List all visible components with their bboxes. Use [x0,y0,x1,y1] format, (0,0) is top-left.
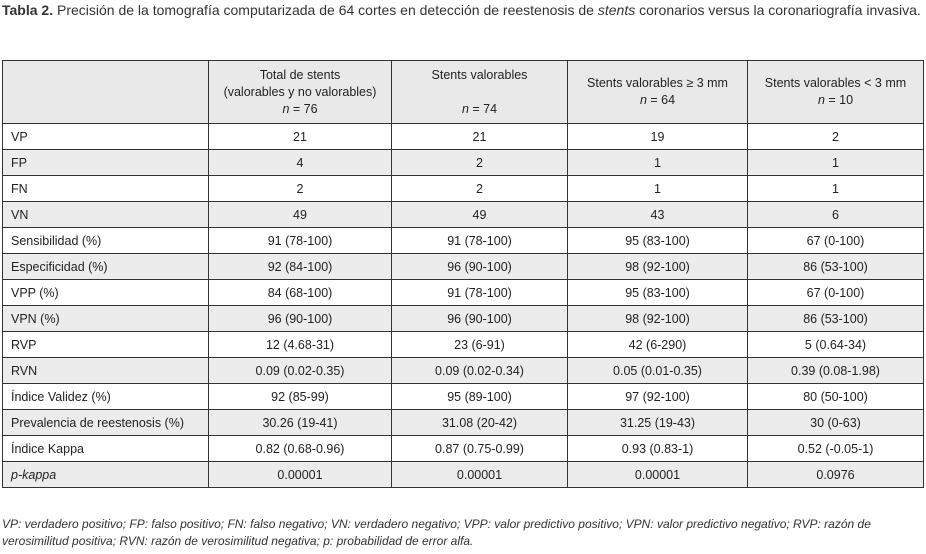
table-cell: 96 (90-100) [392,306,568,332]
n-value: = 76 [289,101,318,116]
row-label: FN [3,176,209,202]
n-label: n [639,93,647,107]
row-label: VP [3,124,209,150]
column-header [209,61,392,124]
n-value: = 64 [646,93,676,107]
row-label: p-kappa [3,462,209,488]
table-cell: 1 [568,176,748,202]
row-label: Especificidad (%) [3,254,209,280]
column-header-n [215,101,385,118]
n-value: = 10 [824,93,854,107]
n-label: n [461,102,469,116]
table-cell: 42 (6-290) [568,332,748,358]
table-row [3,150,924,176]
table-cell: 31.25 (19-43) [568,410,748,436]
table-row [3,254,924,280]
table-cell: 0.00001 [568,462,748,488]
table-cell: 95 (89-100) [392,384,568,410]
table-row [3,384,924,410]
table-cell: 2 [209,176,392,202]
column-header-n [398,101,561,118]
table-cell: 0.93 (0.83-1) [568,436,748,462]
table-cell: 5 (0.64-34) [748,332,924,358]
column-header-line1: Stents valorables < 3 mm [764,76,907,90]
table-cell: 0.09 (0.02-0.35) [209,358,392,384]
column-header [748,61,924,124]
row-label: RVP [3,332,209,358]
table-row [3,280,924,306]
table-cell: 12 (4.68-31) [209,332,392,358]
table-cell: 95 (83-100) [568,280,748,306]
table-cell: 97 (92-100) [568,384,748,410]
row-label: Sensibilidad (%) [3,228,209,254]
table-cell: 98 (92-100) [568,306,748,332]
table-cell: 96 (90-100) [209,306,392,332]
table-cell: 86 (53-100) [748,254,924,280]
table-cell: 0.87 (0.75-0.99) [392,436,568,462]
table-row [3,410,924,436]
table-row [3,202,924,228]
column-header [568,61,748,124]
table-header-row [3,61,924,124]
table-cell: 0.05 (0.01-0.35) [568,358,748,384]
row-label: VPN (%) [3,306,209,332]
table-row [3,124,924,150]
table-row [3,228,924,254]
table-cell: 67 (0-100) [748,228,924,254]
table-cell: 86 (53-100) [748,306,924,332]
row-label: VPP (%) [3,280,209,306]
table-cell: 49 [209,202,392,228]
table-cell: 98 (92-100) [568,254,748,280]
table-cell: 21 [209,124,392,150]
table-cell: 23 (6-91) [392,332,568,358]
row-label: Índice Validez (%) [3,384,209,410]
n-value: = 74 [468,102,498,116]
row-label: RVN [3,358,209,384]
table-cell: 31.08 (20-42) [392,410,568,436]
caption-text-after: coronarios versus la coronariografía invasiva. [635,2,921,18]
table-cell: 96 (90-100) [392,254,568,280]
column-header-line1: Stents valorables [431,68,528,82]
table-row [3,462,924,488]
table-cell: 0.00001 [392,462,568,488]
table-cell: 80 (50-100) [748,384,924,410]
table-cell: 2 [392,176,568,202]
table-cell: 2 [748,124,924,150]
caption-text-italic: stents [597,2,636,18]
table-cell: 0.82 (0.68-0.96) [209,436,392,462]
row-label: VN [3,202,209,228]
table-cell: 92 (85-99) [209,384,392,410]
column-header-n [574,92,741,109]
column-header-line2: (valorables y no valorables) [223,84,377,99]
table-cell: 92 (84-100) [209,254,392,280]
table-row [3,306,924,332]
table-cell: 0.00001 [209,462,392,488]
row-label: Índice Kappa [3,436,209,462]
table-row [3,436,924,462]
table-cell: 67 (0-100) [748,280,924,306]
table-cell: 1 [748,150,924,176]
caption-text-before: Precisión de la tomografía computarizada de 64 cortes en detección de reestenosis de [53,2,598,18]
table-cell: 0.09 (0.02-0.34) [392,358,568,384]
table-cell: 1 [748,176,924,202]
table-cell: 0.52 (-0.05-1) [748,436,924,462]
row-label: Prevalencia de reestenosis (%) [3,410,209,436]
table-footnote: VP: verdadero positivo; FP: falso positivo; FN: falso negativo; VN: verdadero negativo; VPP: valor predictivo positivo; VPN: valor predictivo negativo; RVP: razón de verosimilitud positiva; RVN: razón de verosimilitud negativa; p: probabilidad de error alfa. [2,517,871,548]
table-cell: 2 [392,150,568,176]
header-corner-cell [3,61,209,124]
n-label: n [282,101,290,116]
table-cell: 91 (78-100) [392,280,568,306]
caption-label: Tabla 2. [2,2,54,18]
table-cell: 0.0976 [748,462,924,488]
table-cell: 91 (78-100) [209,228,392,254]
table-cell: 1 [568,150,748,176]
table-cell: 4 [209,150,392,176]
table-caption [2,2,922,19]
table-cell: 49 [392,202,568,228]
table-cell: 30.26 (19-41) [209,410,392,436]
results-table [2,60,924,488]
column-header-n [754,92,917,109]
table-cell: 21 [392,124,568,150]
column-header-line1: Stents valorables ≥ 3 mm [587,76,728,90]
column-header [392,61,568,124]
n-label: n [817,93,825,107]
table-cell: 84 (68-100) [209,280,392,306]
column-header-line1: Total de stents [259,67,341,82]
table-row [3,176,924,202]
table-cell: 0.39 (0.08-1.98) [748,358,924,384]
table-cell: 19 [568,124,748,150]
table-cell: 95 (83-100) [568,228,748,254]
table-cell: 6 [748,202,924,228]
table-row [3,358,924,384]
table-cell: 43 [568,202,748,228]
table-cell: 91 (78-100) [392,228,568,254]
column-header-spacer [398,84,561,101]
row-label: FP [3,150,209,176]
table-row [3,332,924,358]
table-cell: 30 (0-63) [748,410,924,436]
